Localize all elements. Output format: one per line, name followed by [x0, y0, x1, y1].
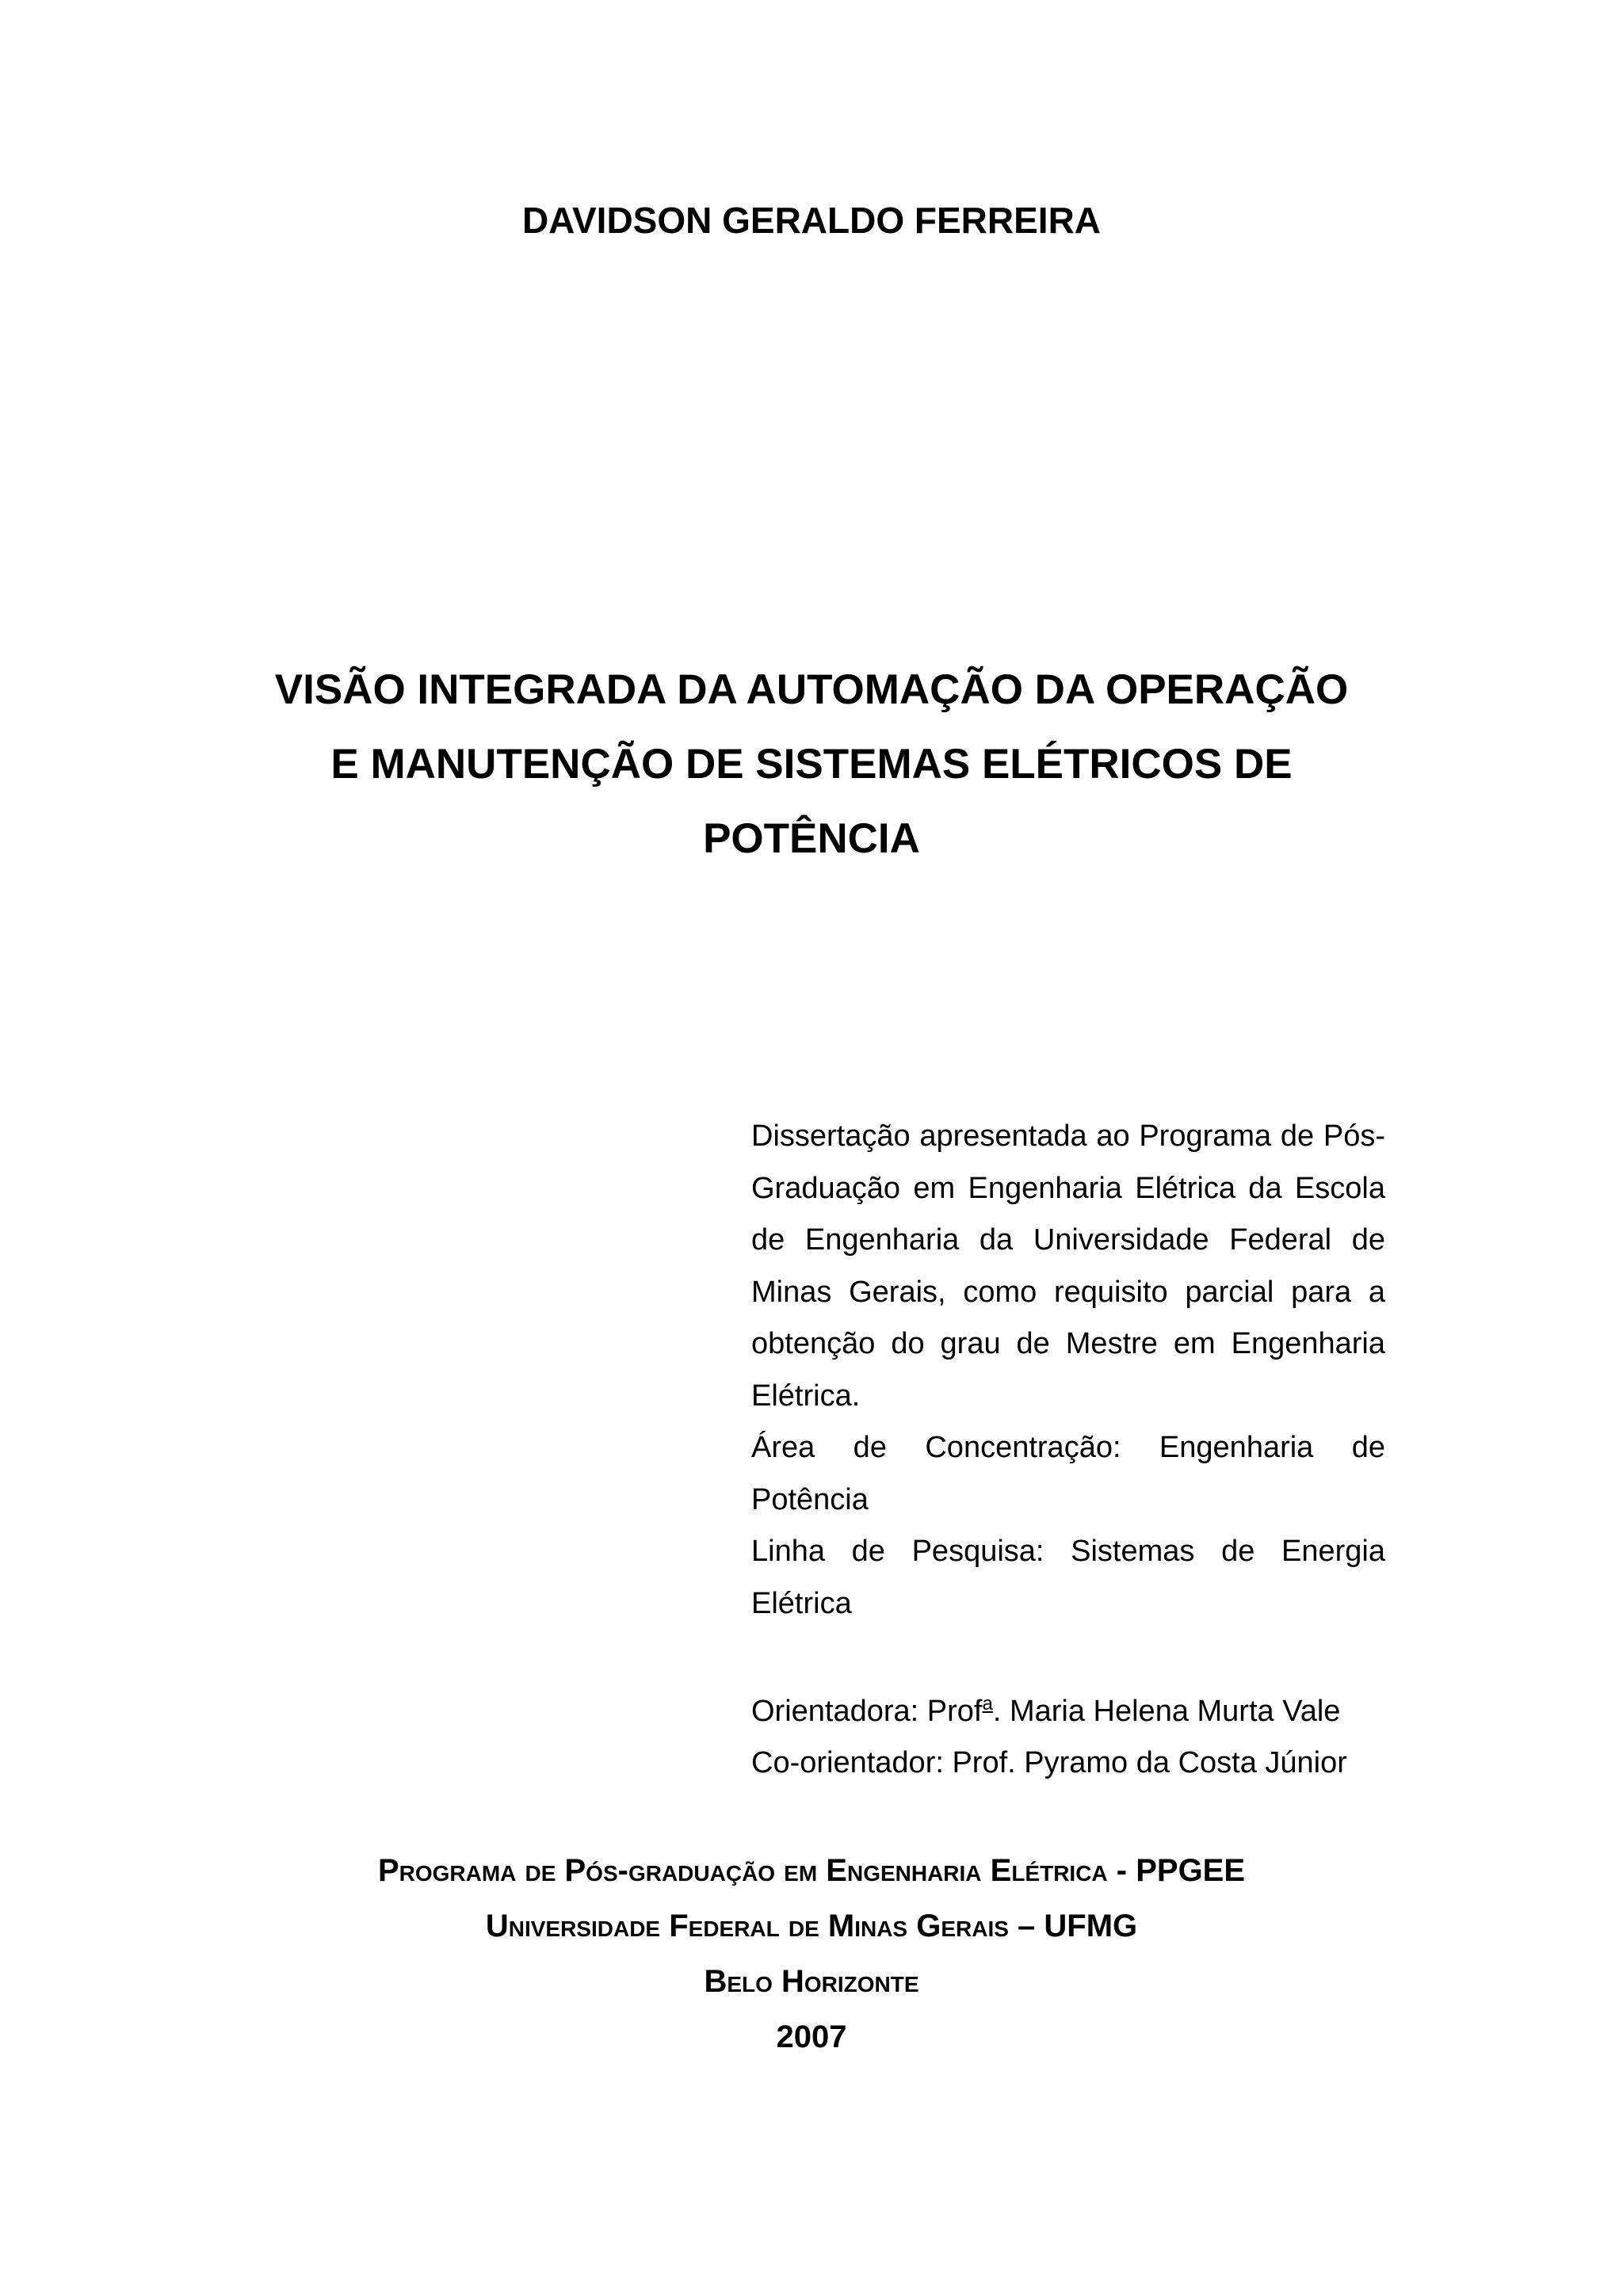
- program-line: [0, 1843, 1623, 1898]
- institution-footer: [0, 1843, 1623, 2065]
- year: 2007: [776, 2019, 847, 2054]
- program-name: Programa de Pós-graduação em Engenharia Elétrica: [377, 1853, 1108, 1888]
- title-line-3: POTÊNCIA: [703, 815, 920, 862]
- dissertation-title: [198, 653, 1425, 876]
- advisor-line: [751, 1686, 1465, 1737]
- city: Belo Horizonte: [704, 1964, 919, 1999]
- dissertation-description: [751, 1111, 1385, 1630]
- university-line: [0, 1898, 1623, 1954]
- advisor-prefix: Orientadora: Prof: [751, 1695, 983, 1728]
- title-line-2: E MANUTENÇÃO DE SISTEMAS ELÉTRICOS DE: [330, 741, 1293, 788]
- coadvisor-line: Co-orientador: Prof. Pyramo da Costa Júnior: [751, 1746, 1347, 1779]
- advisor-ordinal: a: [982, 1693, 993, 1714]
- description-statement: Dissertação apresentada ao Programa de Pós-Graduação em Engenharia Elétrica da Escola de Engenharia da Universidade Federal de Minas Gerais, como requisito parcial para a obtenção do grau de Mestre em Engenharia Elétrica.: [751, 1119, 1385, 1413]
- title-line-1: VISÃO INTEGRADA DA AUTOMAÇÃO DA OPERAÇÃO: [274, 666, 1349, 713]
- author-name: DAVIDSON GERALDO FERREIRA: [521, 200, 1102, 241]
- research-line: Linha de Pesquisa: Sistemas de Energia Elétrica: [751, 1535, 1385, 1620]
- concentration-area: Área de Concentração: Engenharia de Potência: [751, 1431, 1385, 1516]
- program-acronym: - PPGEE: [1107, 1853, 1246, 1888]
- advisors-block: [751, 1686, 1465, 1789]
- university-name: Universidade Federal de Minas Gerais: [485, 1909, 1009, 1943]
- advisor-name: . Maria Helena Murta Vale: [992, 1695, 1341, 1728]
- university-acronym: – UFMG: [1008, 1909, 1138, 1943]
